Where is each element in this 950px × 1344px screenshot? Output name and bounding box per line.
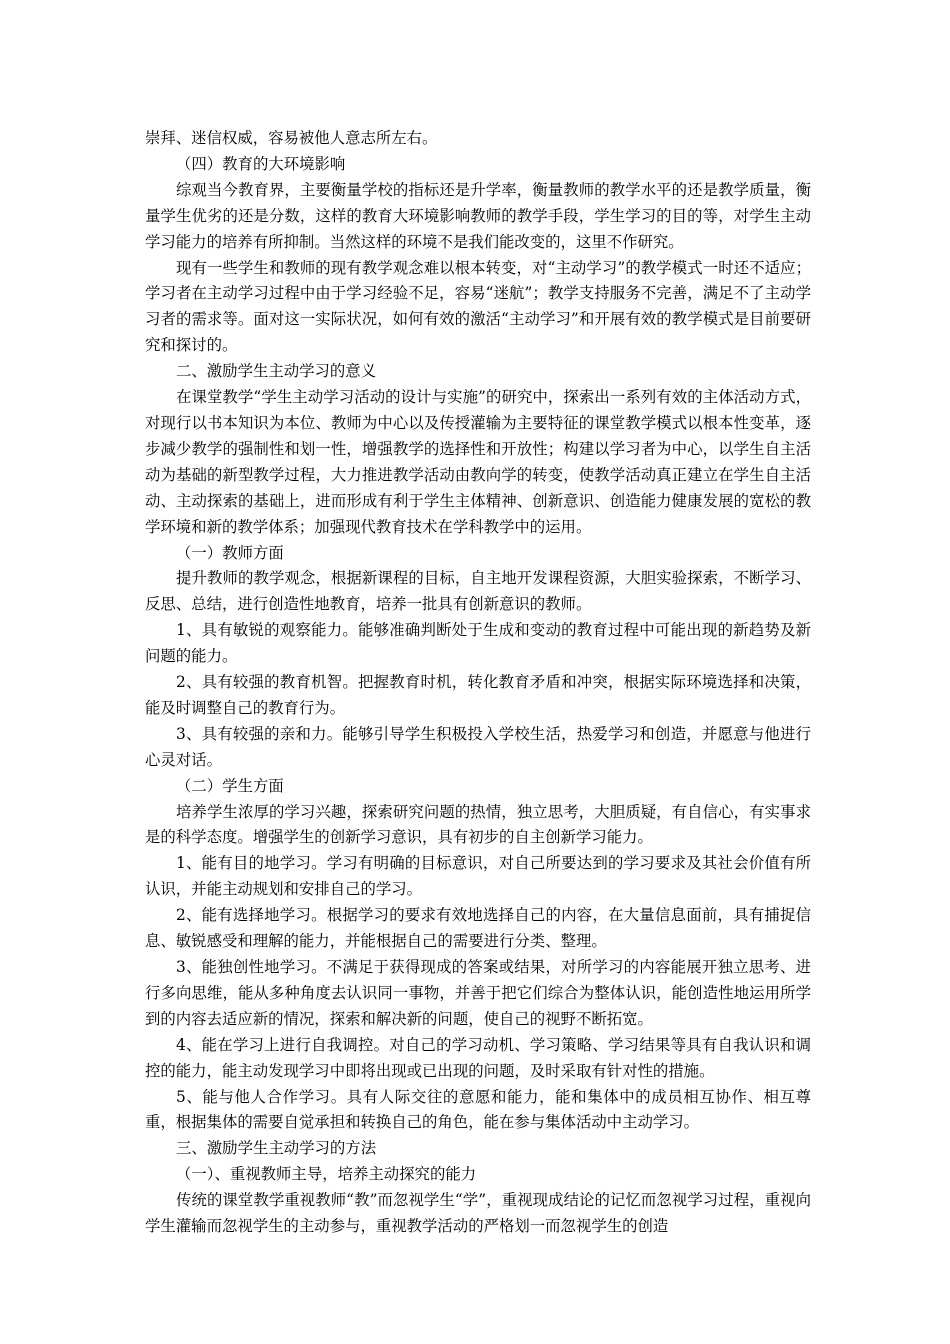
document-body [145,126,811,1240]
subheading-teachers: （一）教师方面 [176,543,284,562]
paragraph: 在课堂教学“学生主动学习活动的设计与实施”的研究中，探索出一系列有效的主体活动方式，对现行以书本知识为本位、教师为中心以及传授灌输为主要特征的课堂教学模式以根本性变革，逐步减少教学的强制性和划一性，增强教学的选择性和开放性；构建以学习者为中心，以学生自主活动为基础的新型教学过程，大力推进教学活动由教向学的转变，使教学活动真正建立在学生自主活动、主动探索的基础上，进而形成有利于学生主体精神、创新意识、创造能力健康发展的宽松的教学环境和新的教学体系；加强现代教育技术在学科教学中的运用。 [145,388,811,536]
paragraph: 传统的课堂教学重视教师“教”而忽视学生“学”，重视现成结论的记忆而忽视学习过程，重视向学生灌输而忽视学生的主动参与，重视教学活动的严格划一而忽视学生的创造 [145,1191,811,1236]
list-item: 1、具有敏锐的观察能力。能够准确判断处于生成和变动的教育过程中可能出现的新趋势及新问题的能力。 [145,621,811,666]
list-item: 2、具有较强的教育机智。把握教育时机，转化教育矛盾和冲突，根据实际环境选择和决策，能及时调整自己的教育行为。 [145,673,811,717]
paragraph-continuation: 崇拜、迷信权威，容易被他人意志所左右。 [145,129,438,147]
list-item: 3、具有较强的亲和力。能够引导学生积极投入学校生活，热爱学习和创造，并愿意与他进行心灵对话。 [145,724,811,769]
paragraph: 现有一些学生和教师的现有教学观念难以根本转变，对“主动学习”的教学模式一时还不适应；学习者在主动学习过程中由于学习经验不足，容易“迷航”；教学支持服务不完善，满足不了主动学习者的需求等。面对这一实际状况，如何有效的激活“主动学习”和开展有效的教学模式是目前要研究和探讨的。 [145,258,811,355]
paragraph: 培养学生浓厚的学习兴趣，探索研究问题的热情，独立思考，大胆质疑，有自信心，有实事求是的科学态度。增强学生的创新学习意识，具有初步的自主创新学习能力。 [145,802,811,847]
subheading-students: （二）学生方面 [176,776,284,795]
section-heading-significance: 二、激励学生主动学习的意义 [176,362,377,381]
paragraph: 综观当今教育界，主要衡量学校的指标还是升学率，衡量教师的教学水平的还是教学质量，衡量学生优劣的还是分数，这样的教育大环境影响教师的教学手段，学生学习的目的等，对学生主动学习能力的培养有所抑制。当然这样的环境不是我们能改变的，这里不作研究。 [145,180,811,251]
list-item: 2、能有选择地学习。根据学习的要求有效地选择自己的内容，在大量信息面前，具有捕捉信息、敏锐感受和理解的能力，并能根据自己的需要进行分类、整理。 [145,906,811,951]
subheading-teacher-lead: （一）、重视教师主导，培养主动探究的能力 [176,1165,477,1184]
list-item: 4、能在学习上进行自我调控。对自己的学习动机、学习策略、学习结果等具有自我认识和调控的能力，能主动发现学习中即将出现或已出现的问题，及时采取有针对性的措施。 [145,1035,811,1080]
list-item: 3、能独创性地学习。不满足于获得现成的答案或结果，对所学习的内容能展开独立思考、进行多向思维，能从多种角度去认识同一事物，并善于把它们综合为整体认识，能创造性地运用所学到的内容去适应新的情况，探索和解决新的问题，使自己的视野不断拓宽。 [145,958,811,1028]
subheading-environment: （四）教育的大环境影响 [176,154,346,173]
section-heading-methods: 三、激励学生主动学习的方法 [176,1139,377,1158]
list-item: 5、能与他人合作学习。具有人际交往的意愿和能力，能和集体中的成员相互协作、相互尊重，根据集体的需要自觉承担和转换自己的角色，能在参与集体活动中主动学习。 [145,1087,811,1132]
list-item: 1、能有目的地学习。学习有明确的目标意识，对自己所要达到的学习要求及其社会价值有所认识，并能主动规划和安排自己的学习。 [145,854,811,899]
paragraph: 提升教师的教学观念，根据新课程的目标，自主地开发课程资源，大胆实验探索，不断学习、反思、总结，进行创造性地教育，培养一批具有创新意识的教师。 [145,569,811,614]
